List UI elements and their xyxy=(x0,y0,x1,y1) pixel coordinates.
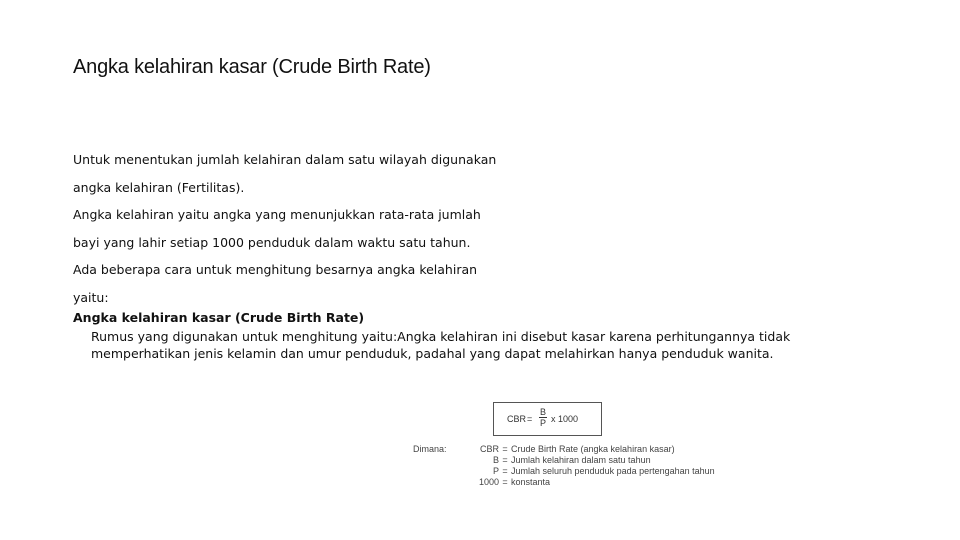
paragraph-line: bayi yang lahir setiap 1000 penduduk dalam waktu satu tahun. xyxy=(73,234,471,250)
legend-symbol: CBR xyxy=(479,444,499,454)
legend-equals: = xyxy=(502,444,508,454)
legend-row xyxy=(475,444,675,455)
formula-lhs: CBR xyxy=(507,414,527,424)
legend-symbol: 1000 xyxy=(478,477,499,487)
formula-equals: = xyxy=(527,414,533,424)
legend-equals: = xyxy=(502,455,508,465)
legend-symbol: B xyxy=(492,455,499,465)
legend-text: konstanta xyxy=(511,477,551,487)
paragraph-line: angka kelahiran (Fertilitas). xyxy=(73,179,245,195)
formula-fraction xyxy=(539,407,547,428)
legend-equals: = xyxy=(502,477,508,487)
legend-symbol: P xyxy=(492,466,499,476)
body-text xyxy=(73,146,873,312)
formula-numerator: B xyxy=(539,407,546,417)
legend-row xyxy=(475,466,715,477)
paragraph-line: yaitu: xyxy=(73,289,109,305)
paragraph-line: Angka kelahiran yaitu angka yang menunjukkan rata-rata jumlah xyxy=(73,207,481,223)
formula-multiplier: x 1000 xyxy=(551,414,579,424)
section-description: Rumus yang digunakan untuk menghitung yaitu:Angka kelahiran ini disebut kasar karena perhitungannya tidak memperhatikan jenis kelamin dan umur penduduk, padahal yang dapat melahirkan hanya penduduk wanita. xyxy=(91,329,791,361)
legend-text: Crude Birth Rate (angka kelahiran kasar) xyxy=(511,444,675,454)
formula-box xyxy=(493,402,602,436)
legend-text: Jumlah kelahiran dalam satu tahun xyxy=(511,455,651,465)
legend-label: Dimana: xyxy=(413,444,447,454)
formula-denominator: P xyxy=(539,418,546,428)
legend-row xyxy=(475,477,550,488)
legend-row xyxy=(475,455,651,466)
paragraph-line: Untuk menentukan jumlah kelahiran dalam satu wilayah digunakan xyxy=(73,152,497,167)
section-subtitle: Angka kelahiran kasar (Crude Birth Rate) xyxy=(73,310,365,325)
paragraph-line: Ada beberapa cara untuk menghitung besarnya angka kelahiran xyxy=(73,262,478,278)
legend-equals: = xyxy=(502,466,508,476)
legend-text: Jumlah seluruh penduduk pada pertengahan tahun xyxy=(511,466,715,476)
slide-title: Angka kelahiran kasar (Crude Birth Rate) xyxy=(73,56,431,78)
